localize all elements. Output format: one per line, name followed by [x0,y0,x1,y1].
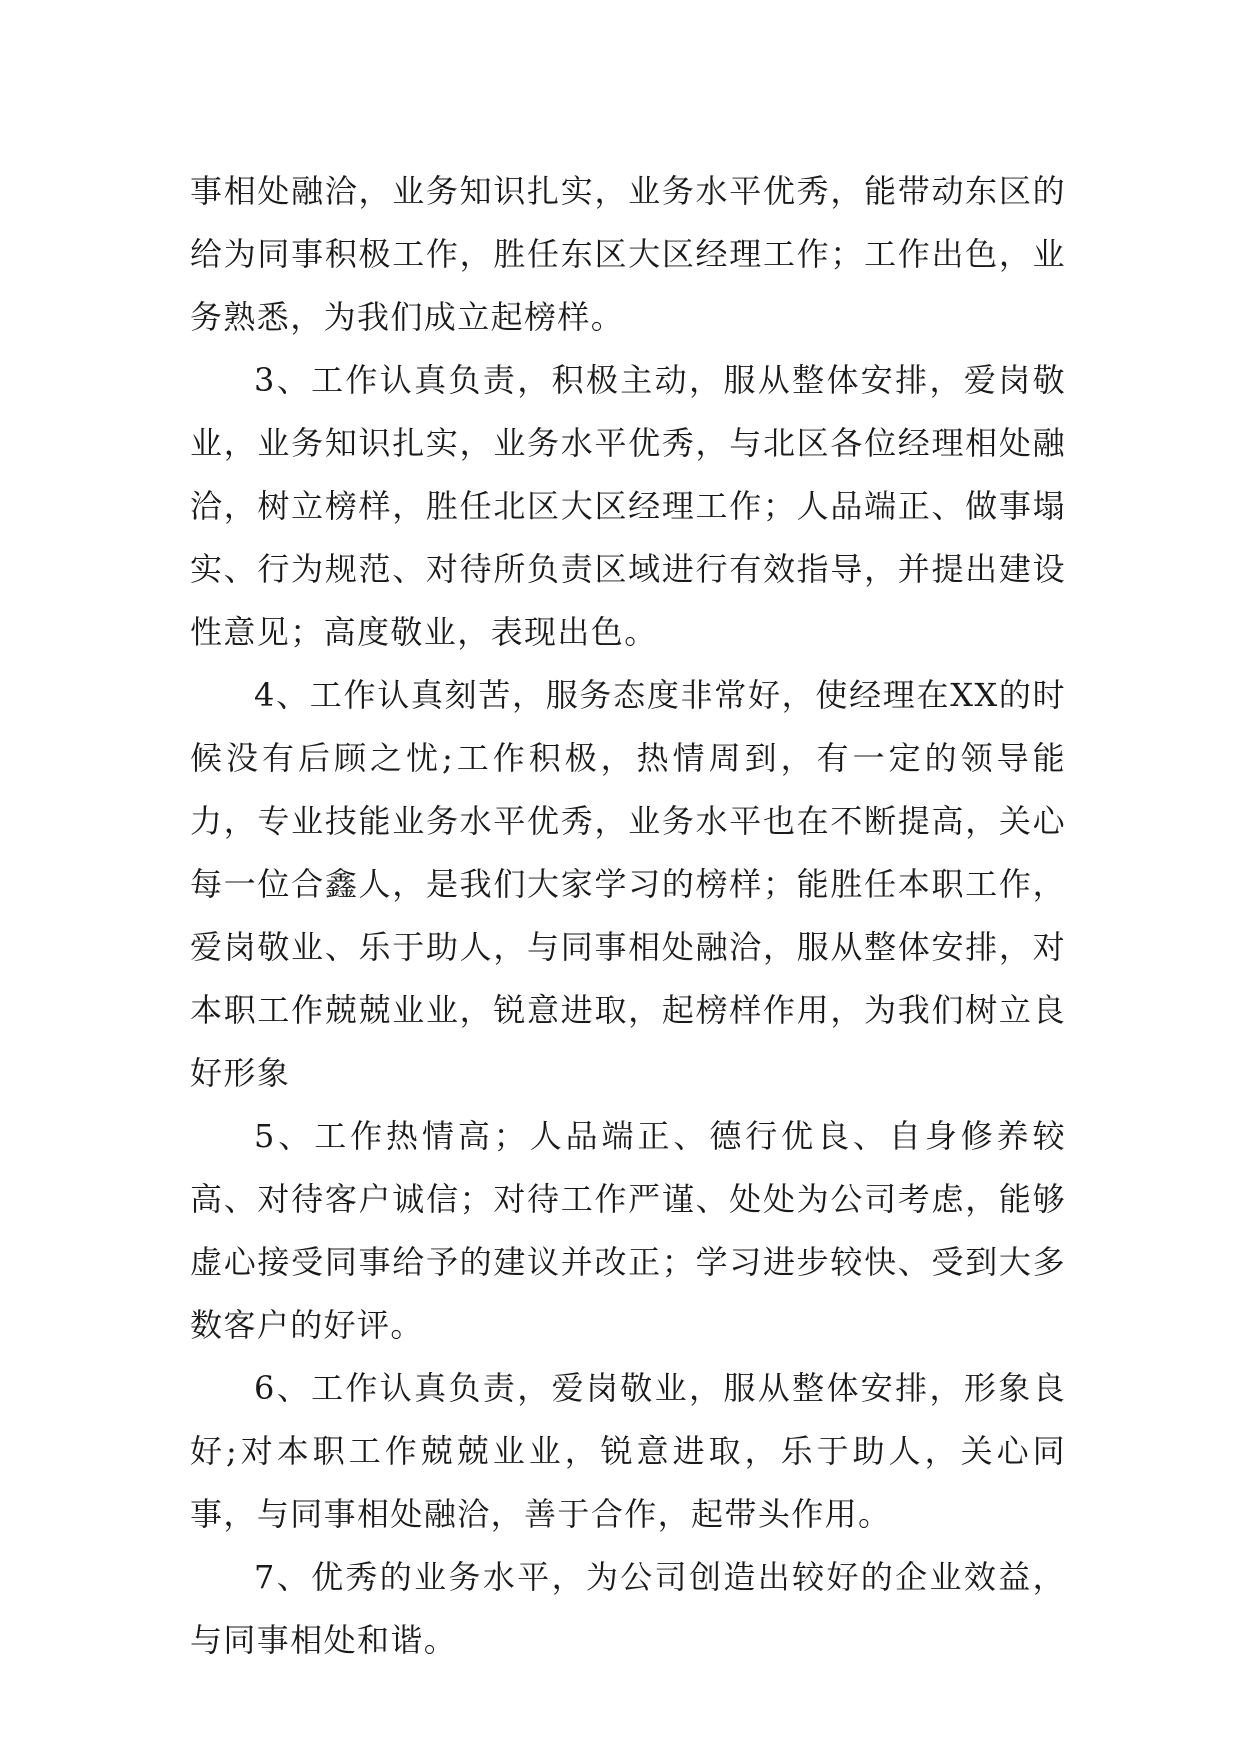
text-line: 给为同事积极工作，胜任东区大区经理工作；工作出色，业 [190,235,1066,273]
paragraph-item-5 [190,1105,1066,1357]
document-body [190,160,1066,1672]
paragraph-item-4 [190,664,1066,1105]
text-line: 与同事相处和谐。 [190,1621,458,1659]
paragraph-item-6 [190,1357,1066,1546]
paragraph-item-7 [190,1546,1066,1672]
text-line: 对待客户诚信；对待工作严谨、处处为公司考虑，能够虚心 [190,1180,1066,1281]
text-line: 好;对本职工作兢兢业业，锐意进取，乐于助人，关心同事， [190,1432,1066,1533]
text-line: 洽，树立榜样，胜任北区大区经理工作；人品端正、做事塌 [190,487,1066,525]
text-line: 工作兢兢业业，锐意进取，起榜样作用，为我们树立良好形 [190,991,1066,1092]
text-line: 5、工作热情高；人品端正、德行优良、自身修养较高、 [190,1117,1066,1218]
text-line: 接受同事给予的建议并改正；学习进步较快、受到大多数客 [190,1243,1066,1344]
text-line: 3、工作认真负责，积极主动，服从整体安排，爱岗敬 [254,361,1066,399]
text-line: 实、行为规范、对待所负责区域进行有效指导，并提出建设 [190,550,1066,588]
text-line: 性意见；高度敬业，表现出色。 [190,613,658,651]
text-line: 象 [256,1054,291,1092]
text-line: 事相处融洽，业务知识扎实，业务水平优秀，能带动东区的 [190,172,1066,210]
paragraph-item-3 [190,349,1066,664]
text-line: 4、工作认真刻苦，服务态度非常好，使经理在XX的时 [254,676,1066,714]
text-line: 位合鑫人，是我们大家学习的榜样；能胜任本职工作，爱岗 [190,865,1066,966]
text-line: 业，业务知识扎实，业务水平优秀，与北区各位经理相处融 [190,424,1066,462]
text-line: 与同事相处融洽，善于合作，起带头作用。 [256,1495,892,1533]
text-line: 务熟悉，为我们成立起榜样。 [190,298,625,336]
text-line: 6、工作认真负责，爱岗敬业，服从整体安排，形象良 [254,1369,1066,1407]
text-line: 候没有后顾之忧;工作积极，热情周到，有一定的领导能力， [190,739,1066,840]
text-line: 户的好评。 [256,1306,424,1344]
text-line: 专业技能业务水平优秀，业务水平也在不断提高，关心每一 [190,802,1066,903]
text-line: 7、优秀的业务水平，为公司创造出较好的企业效益， [254,1558,1066,1596]
text-line: 敬业、乐于助人，与同事相处融洽，服从整体安排，对本职 [190,928,1066,1029]
paragraph-continuation [190,160,1066,349]
